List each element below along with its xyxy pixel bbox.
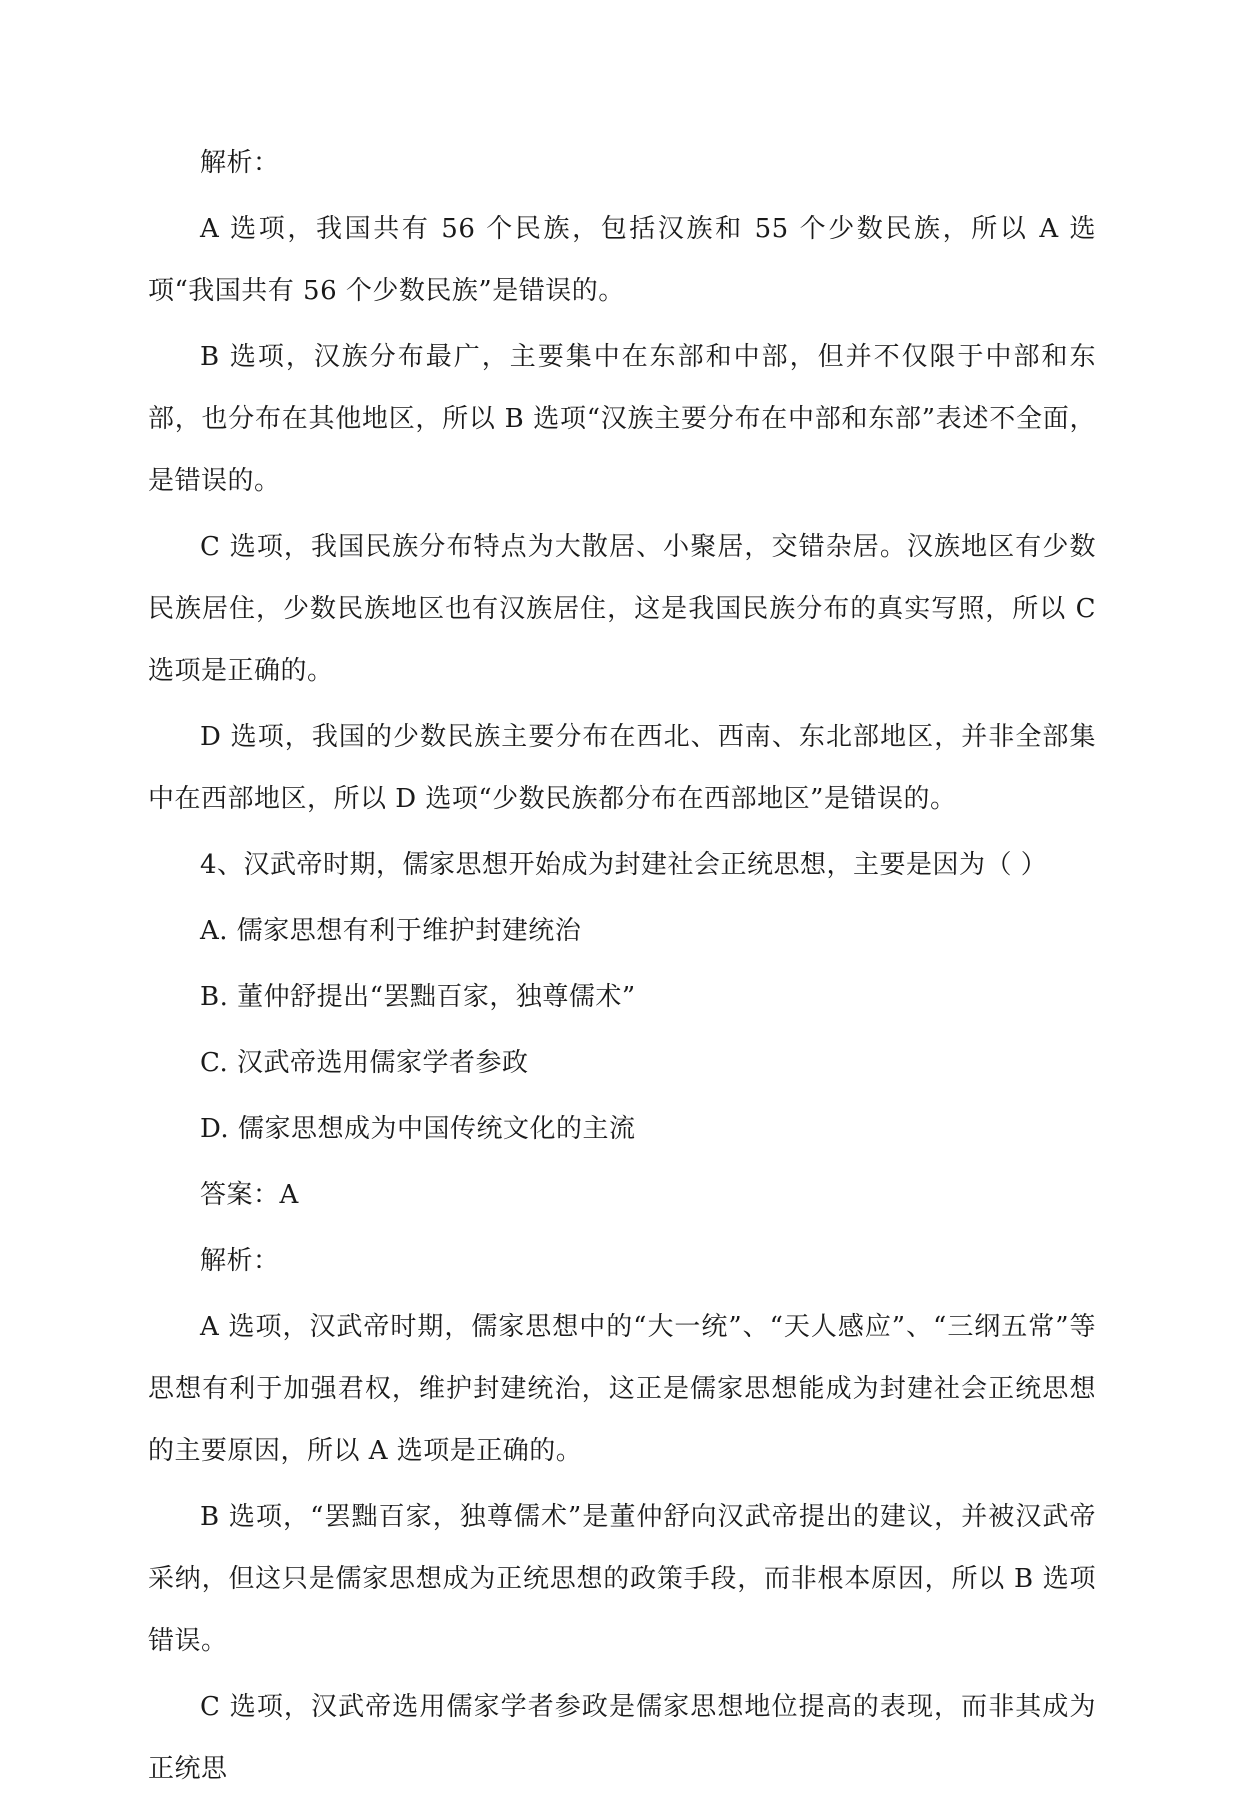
q4-analysis-option-c: C 选项，汉武帝选用儒家学者参政是儒家思想地位提高的表现，而非其成为正统思: [148, 1692, 1096, 1784]
question-4-option-b: B. 董仲舒提出“罢黜百家，独尊儒术”: [200, 982, 636, 1012]
question-4-option-a: A. 儒家思想有利于维护封建统治: [200, 916, 582, 946]
document-content: [148, 132, 1096, 1804]
q4-analysis-option-b: B 选项，“罢黜百家，独尊儒术”是董仲舒向汉武帝提出的建议，并被汉武帝采纳，但这只是儒家思想成为正统思想的政策手段，而非根本原因，所以 B 选项错误。: [148, 1502, 1096, 1656]
q3-analysis-option-b: B 选项，汉族分布最广，主要集中在东部和中部，但并不仅限于中部和东部，也分布在其他地区，所以 B 选项“汉族主要分布在中部和东部”表述不全面，是错误的。: [148, 342, 1096, 496]
q3-analysis-option-d: D 选项，我国的少数民族主要分布在西北、西南、东北部地区，并非全部集中在西部地区，所以 D 选项“少数民族都分布在西部地区”是错误的。: [148, 722, 1096, 814]
q4-analysis-option-a: A 选项，汉武帝时期，儒家思想中的“大一统”、“天人感应”、“三纲五常”等思想有利于加强君权，维护封建统治，这正是儒家思想能成为封建社会正统思想的主要原因，所以 A 选项是正确的。: [148, 1312, 1096, 1466]
q3-analysis-option-a: A 选项，我国共有 56 个民族，包括汉族和 55 个少数民族，所以 A 选项“我国共有 56 个少数民族”是错误的。: [148, 214, 1096, 306]
question-4-answer: 答案：A: [200, 1180, 299, 1210]
q3-analysis-option-c: C 选项，我国民族分布特点为大散居、小聚居，交错杂居。汉族地区有少数民族居住，少数民族地区也有汉族居住，这是我国民族分布的真实写照，所以 C 选项是正确的。: [148, 532, 1096, 686]
analysis-label: 解析：: [200, 148, 280, 178]
question-4-option-c: C. 汉武帝选用儒家学者参政: [200, 1048, 529, 1078]
question-4-analysis-label: 解析：: [200, 1246, 280, 1276]
question-4-stem: 4、汉武帝时期，儒家思想开始成为封建社会正统思想，主要是因为（ ）: [200, 850, 1048, 880]
question-4-option-d: D. 儒家思想成为中国传统文化的主流: [200, 1114, 636, 1144]
